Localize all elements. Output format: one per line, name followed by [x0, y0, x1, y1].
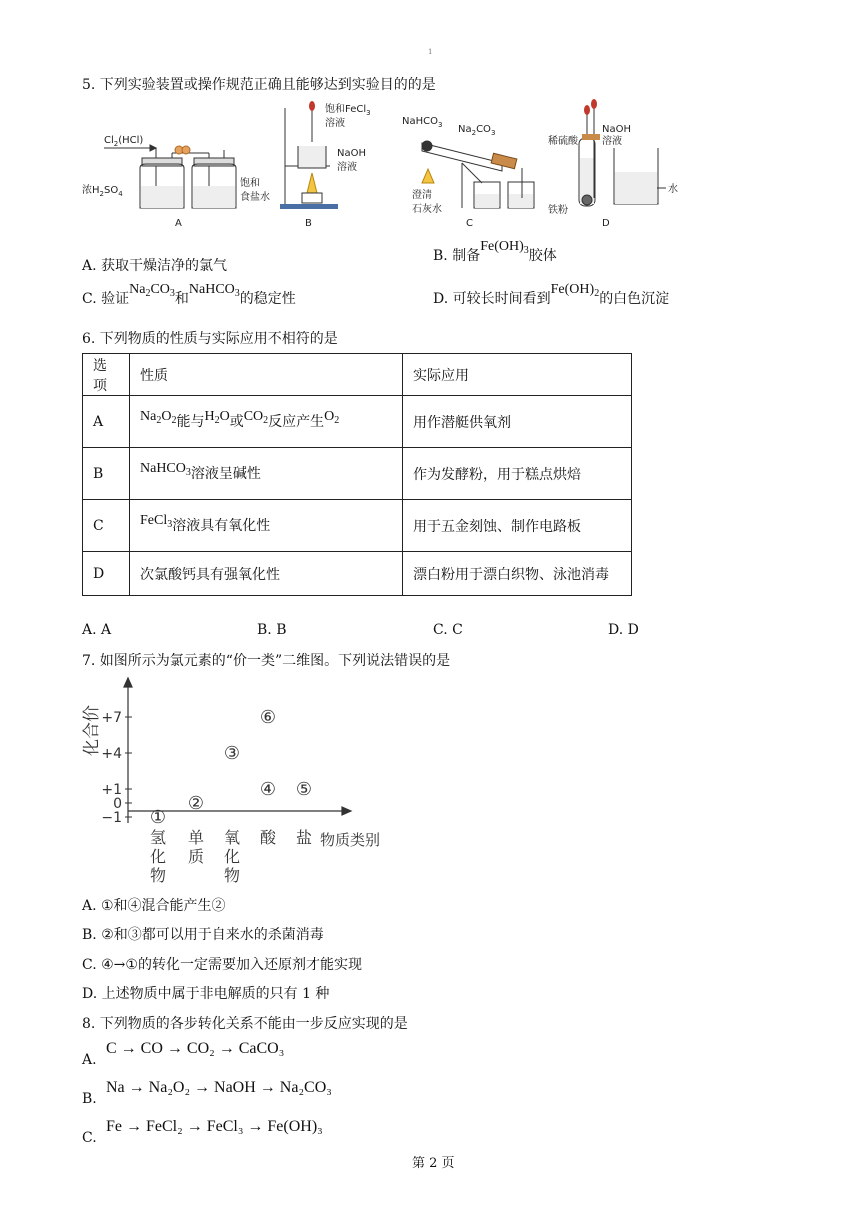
- formula-main: Na: [129, 282, 146, 297]
- q5-option-c-text: C. 验证: [82, 291, 130, 307]
- formula-main: Fe(OH): [550, 282, 595, 297]
- formula-sub: 2: [263, 415, 269, 426]
- formula: [140, 409, 176, 424]
- formula: [244, 409, 268, 424]
- row-option: B: [83, 448, 130, 500]
- svg-text:A: A: [175, 218, 182, 229]
- formula-sub: 3: [523, 245, 529, 256]
- svg-text:稀硫酸: 稀硫酸: [548, 136, 578, 147]
- formula-main: O: [324, 409, 335, 424]
- q5-option-b-text: B. 制备: [433, 248, 481, 264]
- formula: [204, 409, 229, 424]
- q5-option-d: [433, 282, 670, 309]
- q7-option-c: C. ④→①的转化一定需要加入还原剂才能实现: [82, 957, 362, 973]
- q6-choice-c: C. C: [433, 622, 463, 638]
- q7-option-b: B. ②和③都可以用于自来水的杀菌消毒: [82, 927, 324, 943]
- property-text: 能与: [176, 414, 205, 430]
- apparatus-b: [280, 101, 371, 229]
- q5-option-b-suffix: 胶体: [528, 248, 557, 264]
- svg-text:B: B: [305, 218, 312, 229]
- property-text: 反应产生: [268, 414, 325, 430]
- formula-sub: 2: [171, 415, 177, 426]
- y-tick-label: +7: [101, 710, 122, 726]
- formula-sub: 3: [167, 519, 173, 530]
- points: [150, 707, 312, 828]
- q8-option-c-chain: Fe → FeCl₂ → FeCl₃ → Fe(OH)₃: [106, 1118, 323, 1135]
- table-row: [83, 448, 632, 500]
- table-row: [83, 552, 632, 596]
- formula-main: NaHCO: [140, 461, 186, 476]
- y-axis-arrow: [124, 678, 132, 687]
- formula-sub: 2: [156, 415, 162, 426]
- formula-sub: 3: [169, 288, 175, 299]
- formula-main: NaHCO: [188, 282, 235, 297]
- category-label-char: 盐: [295, 828, 313, 847]
- formula-main: FeCl: [140, 513, 168, 528]
- q5-option-c-and: 和: [174, 291, 189, 307]
- svg-text:Na2CO3: $Na_2CO_3$: [458, 124, 496, 137]
- category-label-char: 单: [187, 828, 205, 847]
- svg-text:溶液: 溶液: [325, 118, 345, 129]
- svg-text:浓H2SO4: 浓$H_2SO_4$: [82, 185, 123, 198]
- data-point: ⑤: [295, 779, 313, 800]
- q5-option-c: [82, 282, 296, 309]
- table-header-row: [83, 354, 632, 396]
- data-point: ③: [223, 743, 241, 764]
- q8-option-a-letter: A.: [82, 1052, 97, 1068]
- q5-option-a: A. 获取干燥洁净的氯气: [82, 258, 228, 274]
- svg-text:食盐水: 食盐水: [240, 192, 270, 203]
- svg-text:铁粉: 铁粉: [548, 205, 568, 216]
- row-property: [130, 448, 403, 500]
- svg-text:NaOH: NaOH: [337, 148, 366, 159]
- svg-text:溶液: 溶液: [602, 136, 622, 147]
- formula-main: H: [204, 409, 215, 424]
- header-mark: 1: [428, 48, 433, 56]
- y-tick-label: 0: [113, 796, 122, 812]
- svg-text:Cl2(HCl): $Cl_2(HCl)$: [104, 135, 144, 148]
- header-option: 选项: [83, 354, 130, 396]
- q6-choice-b: B. B: [257, 622, 287, 638]
- property-text: 溶液具有氧化性: [172, 518, 271, 534]
- q5-option-c-formula-1: [129, 282, 175, 297]
- apparatus-c: [402, 116, 534, 229]
- property-text: 溶液呈碱性: [190, 466, 261, 482]
- formula-main: Na: [140, 409, 157, 424]
- row-option: C: [83, 500, 130, 552]
- row-application: 用作潜艇供氧剂: [403, 396, 632, 448]
- property-text: 或: [229, 414, 244, 430]
- svg-text:水: 水: [668, 184, 678, 195]
- svg-text:C: C: [466, 218, 473, 229]
- page-footer: 第 2 页: [412, 1156, 455, 1171]
- row-property: [130, 396, 403, 448]
- svg-text:NaOH: NaOH: [602, 124, 631, 135]
- header-application: 实际应用: [403, 354, 632, 396]
- formula-sub: 2: [594, 288, 600, 299]
- apparatus-d: [548, 99, 678, 229]
- category-label-char: 物: [223, 866, 241, 885]
- category-label-char: 化: [149, 847, 167, 866]
- header-property: 性质: [130, 354, 403, 396]
- category-label-char: 酸: [259, 828, 277, 847]
- row-property: [130, 500, 403, 552]
- formula-sub: 2: [334, 415, 340, 426]
- q6-choice-d: D. D: [608, 622, 639, 638]
- q5-option-d-text: D. 可较长时间看到: [433, 291, 551, 307]
- data-point: ⑥: [259, 707, 277, 728]
- formula: [140, 461, 191, 476]
- category-label-char: 物: [149, 866, 167, 885]
- row-option: D: [83, 552, 130, 596]
- y-tick-label: +1: [101, 782, 122, 798]
- y-tick-label: +4: [101, 746, 122, 762]
- q5-option-d-suffix: 的白色沉淀: [599, 291, 670, 307]
- row-property: 次氯酸钙具有强氧化性: [130, 552, 403, 596]
- formula-main: CO: [150, 282, 170, 297]
- row-application: 用于五金刻蚀、制作电路板: [403, 500, 632, 552]
- apparatus-a: [82, 135, 270, 229]
- svg-text:石灰水: 石灰水: [412, 204, 442, 215]
- q8-option-a-chain: C → CO → CO₂ → CaCO₃: [106, 1040, 285, 1057]
- q8-option-b-letter: B.: [82, 1091, 97, 1107]
- q6-choice-a: A. A: [82, 622, 112, 638]
- svg-text:饱和: 饱和: [240, 178, 260, 189]
- q7-stem: 7. 如图所示为氯元素的“价一类”二维图。下列说法错误的是: [82, 653, 451, 669]
- q8-option-c-letter: C.: [82, 1130, 97, 1146]
- formula-sub: 2: [214, 415, 220, 426]
- q5-apparatus-figure: [82, 98, 782, 238]
- q5-option-c-formula-2: [189, 282, 240, 297]
- data-point: ④: [259, 779, 277, 800]
- q8-option-b-chain: Na → Na₂O₂ → NaOH → Na₂CO₃: [106, 1079, 332, 1096]
- x-axis-label: 物质类别: [320, 831, 381, 849]
- valence-class-chart: [80, 675, 420, 890]
- y-axis-label: 化合价: [82, 705, 102, 756]
- categories: [150, 828, 312, 885]
- formula-main: CO: [243, 409, 264, 424]
- formula: [324, 409, 339, 424]
- formula-main: O: [161, 409, 172, 424]
- category-label-char: 化: [223, 847, 241, 866]
- q5-option-b-formula: [480, 239, 529, 254]
- category-label-char: 质: [187, 847, 205, 866]
- row-option: A: [83, 396, 130, 448]
- row-application: 作为发酵粉，用于糕点烘焙: [403, 448, 632, 500]
- category-label-char: 氧: [223, 828, 241, 847]
- q5-option-b: [433, 239, 557, 266]
- formula-main: Fe(OH): [480, 239, 524, 254]
- q5-stem: 5. 下列实验装置或操作规范正确且能够达到实验目的的是: [82, 77, 436, 93]
- q5-option-c-suffix: 的稳定性: [239, 291, 296, 307]
- q6-stem: 6. 下列物质的性质与实际应用不相符的是: [82, 331, 338, 347]
- svg-text:NaHCO3: NaHCO$_3$: [402, 116, 443, 129]
- q6-table: [82, 353, 632, 596]
- svg-text:溶液: 溶液: [337, 162, 357, 173]
- svg-text:澄清: 澄清: [412, 190, 432, 201]
- category-label-char: 氢: [149, 828, 167, 847]
- table-row: [83, 396, 632, 448]
- formula-sub: 2: [145, 288, 151, 299]
- q7-option-d: D. 上述物质中属于非电解质的只有 1 种: [82, 986, 330, 1002]
- x-axis-arrow: [342, 807, 351, 815]
- row-application: 漂白粉用于漂白织物、泳池消毒: [403, 552, 632, 596]
- formula-main: O: [219, 409, 230, 424]
- formula-sub: 3: [234, 288, 240, 299]
- svg-text:饱和FeCl3: 饱和FeCl$_3$: [325, 104, 371, 117]
- data-point: ①: [149, 807, 167, 828]
- y-tick-label: −1: [101, 810, 122, 826]
- svg-text:D: D: [602, 218, 610, 229]
- formula: [140, 513, 172, 528]
- table-row: [83, 500, 632, 552]
- data-point: ②: [187, 793, 205, 814]
- q5-option-d-formula: [551, 282, 600, 297]
- q7-option-a: A. ①和④混合能产生②: [82, 898, 226, 914]
- q8-stem: 8. 下列物质的各步转化关系不能由一步反应实现的是: [82, 1016, 408, 1032]
- formula-sub: 3: [185, 467, 191, 478]
